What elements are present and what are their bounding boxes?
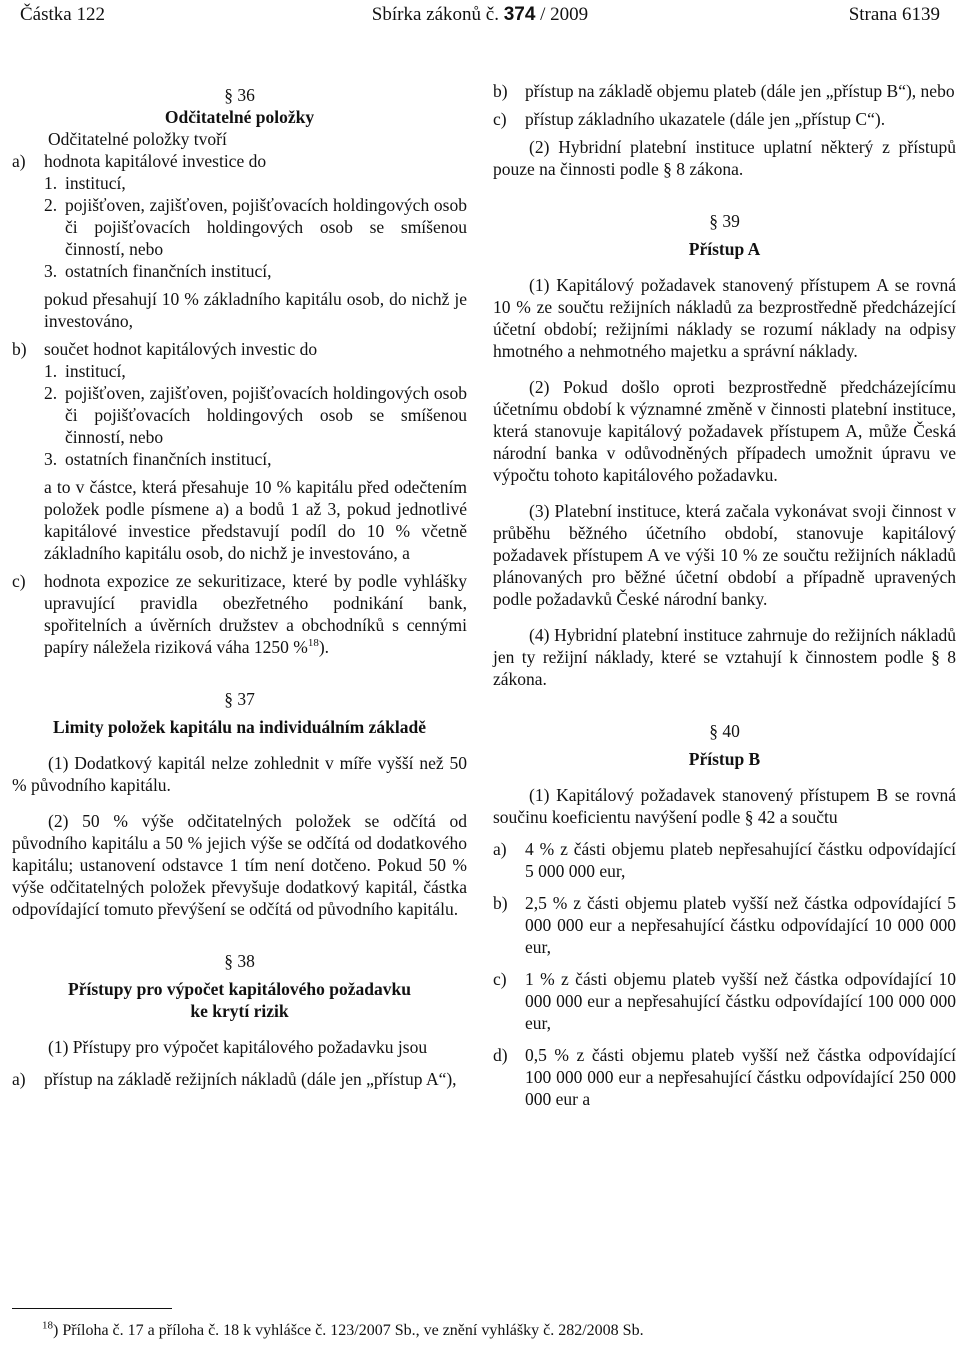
- list-item-d: d) 0,5 % z části objemu plateb vyšší než částka odpovídající 100 000 000 eur a nepřesahující částku odpovídající 250 000 000 eur a: [493, 1045, 956, 1109]
- section-39-paragraph-1: (1) Kapitálový požadavek stanovený přístupem A se rovná 10 % ze součtu režijních nákladů za bezprostředně předcházející účetní období; režijními náklady se rozumí náklady na odpisy hmotného a nehmotného majetku a správní náklady.: [493, 275, 956, 361]
- section-37-number: § 37: [224, 689, 255, 709]
- section-38-title-line-1: Přístupy pro výpočet kapitálového požadavku: [68, 979, 411, 999]
- section-37-title: Limity položek kapitálu na individuálním základě: [53, 717, 426, 737]
- page-header: [20, 4, 940, 30]
- section-39-number: § 39: [709, 211, 740, 231]
- section-37-paragraph-1: (1) Dodatkový kapitál nelze zohlednit v míře vyšší než 50 % původního kapitálu.: [12, 753, 467, 795]
- list-item-b: b) 2,5 % z části objemu plateb vyšší než částka odpovídající 5 000 000 eur a nepřesahující částku odpovídající 10 000 000 eur,: [493, 893, 956, 957]
- right-column: [493, 80, 956, 1110]
- footnote: $^{18}$) Příloha č. 17 a příloha č. 18 k vyhlášce č. 123/2007 Sb., ve znění vyhlášky č. 282/2008 Sb.: [42, 1319, 644, 1339]
- list-item-b: b) přístup na základě objemu plateb (dále jen „přístup B“), nebo: [493, 81, 955, 101]
- section-40-paragraph-1: (1) Kapitálový požadavek stanovený přístupem B se rovná součinu koeficientu navýšení podle § 42 a součtu: [493, 785, 956, 827]
- section-39-paragraph-4: (4) Hybridní platební instituce zahrnuje do režijních nákladů jen ty režijní náklady, které se vztahují k činnostem podle § 8 zákona.: [493, 625, 956, 689]
- list-item-c: c) hodnota expozice ze sekuritizace, které by podle vyhlášky upravující pravidla obezřetného podnikání bank, spořitelních a úvěrních družstev a obchodníků s cennými papíry náležela riziková váha 1250 %$^{18}$).: [12, 571, 467, 657]
- section-36-title: Odčitatelné položky: [164, 107, 315, 127]
- sub-item: 1. institucí,: [44, 173, 126, 193]
- sub-item: 2. pojišťoven, zajišťoven, pojišťovacích holdingových osob či pojišťovacích holdingových osob se smíšenou činností, nebo: [44, 383, 467, 447]
- list-item-b: b) součet hodnot kapitálových investic do: [12, 339, 318, 359]
- sub-item: 2. pojišťoven, zajišťoven, pojišťovacích holdingových osob či pojišťovacích holdingových osob se smíšenou činností, nebo: [44, 195, 467, 259]
- left-column: [12, 80, 467, 1090]
- sub-item: 3. ostatních finančních institucí,: [44, 261, 272, 281]
- section-39-title: Přístup A: [688, 239, 761, 259]
- footnote-divider: [12, 1308, 172, 1309]
- page-number: Strana 6139: [848, 4, 940, 25]
- section-36-number: § 36: [224, 85, 255, 105]
- sub-item: 1. institucí,: [44, 361, 126, 381]
- issue-number: Částka 122: [20, 4, 105, 25]
- list-item-a: a) hodnota kapitálové investice do: [12, 151, 267, 171]
- footnote-marker: 18: [42, 1319, 53, 1332]
- collection-title: Sbírka zákonů č. 374 / 2009: [371, 4, 589, 25]
- section-38-number: § 38: [224, 951, 255, 971]
- section-37-paragraph-2: (2) 50 % výše odčitatelných položek se odčítá od původního kapitálu a 50 % jejich výše se odčítá od dodatkového kapitálu; ustanovení odstavce 1 tím není dotčeno. Pokud 50 % výše odčitatelných položek převyšuje dodatkový kapitál, částka odpovídající tomuto převýšení se odčítá od původního kapitálu.: [12, 811, 467, 919]
- list-item-c: c) 1 % z části objemu plateb vyšší než částka odpovídající 10 000 000 eur a nepřesahující částku odpovídající 100 000 000 eur,: [493, 969, 956, 1033]
- sub-item: 3. ostatních finančních institucí,: [44, 449, 272, 469]
- item-a-condition: pokud přesahují 10 % základního kapitálu osob, do nichž je investováno,: [44, 289, 467, 331]
- section-39-paragraph-2: (2) Pokud došlo oproti bezprostředně předcházejícímu účetnímu období k významné změně v činnosti platební instituce, která stanovuje kapitálový požadavek přístupem A, může Česká národní banka v odůvodněných případech umožnit úpravu ve výpočtu tohoto kapitálového požadavku.: [493, 377, 956, 485]
- list-item-a: a) přístup na základě režijních nákladů (dále jen „přístup A“),: [12, 1069, 457, 1089]
- section-40-number: § 40: [709, 721, 740, 741]
- footnote-ref: 18: [307, 637, 319, 650]
- section-39-paragraph-3: (3) Platební instituce, která začala vykonávat svoji činnost v průběhu běžného účetního období, stanovuje kapitálový požadavek přístupem A ve výši 10 % ze součtu režijních nákladů plánovaných pro běžné účetní období a případně upravených podle požadavků České národní banky.: [493, 501, 956, 609]
- list-item-a: a) 4 % z části objemu plateb nepřesahující částku odpovídající 5 000 000 eur,: [493, 839, 956, 881]
- section-38-title-line-2: ke krytí rizik: [190, 1001, 289, 1021]
- section-38-paragraph-1: (1) Přístupy pro výpočet kapitálového požadavku jsou: [48, 1037, 428, 1057]
- section-36-intro: Odčitatelné položky tvoří: [48, 129, 227, 149]
- section-40-title: Přístup B: [688, 749, 761, 769]
- item-b-condition: a to v částce, která přesahuje 10 % kapitálu před odečtením položek podle písmene a) a bodů 1 až 3, pokud jednotlivé kapitálové investice představují podíl do 10 % včetně základního kapitálu osob, do nichž je investováno, a: [44, 477, 467, 563]
- law-number: 374: [503, 4, 536, 25]
- list-item-c: c) přístup základního ukazatele (dále jen „přístup C“).: [493, 109, 886, 129]
- section-38-paragraph-2: (2) Hybridní platební instituce uplatní některý z přístupů pouze na činnosti podle § 8 zákona.: [493, 137, 956, 179]
